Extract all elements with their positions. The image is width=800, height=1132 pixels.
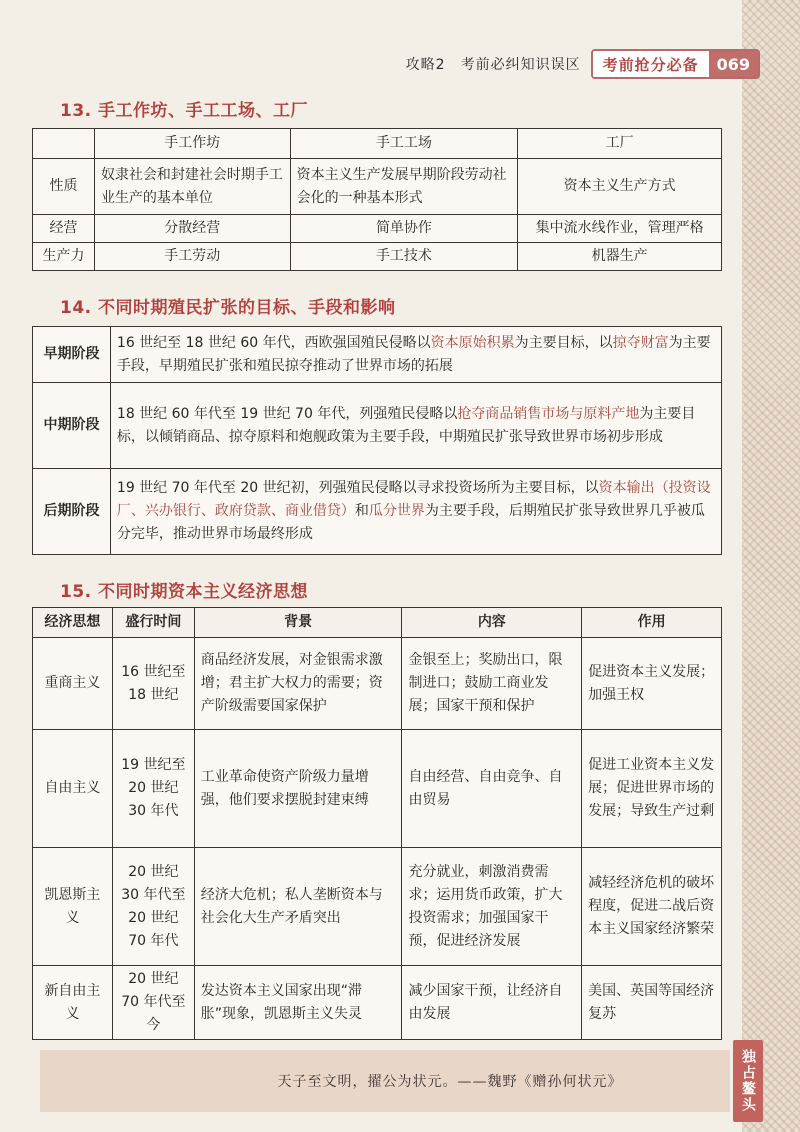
section-13-heading: 13. 手工作坊、手工工场、工厂	[60, 101, 309, 121]
table-row	[33, 215, 722, 243]
table-row	[33, 848, 722, 966]
section-15-heading: 15. 不同时期资本主义经济思想	[60, 582, 309, 602]
thought-background: 工业革命使资产阶级力量增强，他们要求摆脱封建束缚	[194, 730, 402, 848]
section-badge	[591, 49, 760, 79]
text-run: 为主要目标，以倾销商品、掠夺原料和炮舰政策为主要手段，中期殖民扩张导致世界市场初步形成	[116, 405, 696, 445]
table-economic-thought	[32, 607, 722, 1040]
thought-name: 新自由主义	[33, 966, 113, 1040]
header-cell: 内容	[402, 608, 582, 638]
row-label: 中期阶段	[33, 383, 111, 469]
thought-period: 20 世纪 70 年代至今	[112, 966, 194, 1040]
text-run: 16 世纪至 18 世纪 60 年代，西欧强国殖民侵略以	[116, 334, 431, 351]
row-label: 早期阶段	[33, 327, 111, 383]
thought-effect: 美国、英国等国经济复苏	[582, 966, 722, 1040]
table-row	[33, 327, 722, 383]
header-cell: 背景	[194, 608, 402, 638]
table-row	[33, 159, 722, 215]
text-run: 和	[354, 503, 369, 519]
side-tab: 独占鳌头	[733, 1040, 763, 1122]
thought-background: 发达资本主义国家出现“滞胀”现象，凯恩斯主义失灵	[194, 966, 402, 1040]
footer-quote: 天子至文明，擢公为状元。——魏野《赠孙何状元》	[277, 1074, 623, 1090]
stage-description	[110, 327, 721, 383]
thought-content: 自由经营、自由竞争、自由贸易	[402, 730, 582, 848]
row-label: 性质	[33, 159, 95, 215]
highlight-run: 掠夺财富	[612, 334, 669, 351]
stage-description	[110, 469, 721, 555]
table-row	[33, 383, 722, 469]
table-cell: 集中流水线作业，管理严格	[518, 215, 722, 243]
thought-effect: 促进资本主义发展；加强王权	[582, 638, 722, 730]
table-cell: 资本主义生产方式	[518, 159, 722, 215]
header-cell: 经济思想	[33, 608, 113, 638]
running-title: 攻略2 考前必纠知识误区	[405, 57, 581, 73]
table-workshops	[32, 128, 722, 271]
table-row	[33, 966, 722, 1040]
thought-effect: 促进工业资本主义发展；促进世界市场的发展；导致生产过剩	[582, 730, 722, 848]
table-cell: 奴隶社会和封建社会时期手工业生产的基本单位	[94, 159, 290, 215]
table-colonial-expansion	[32, 326, 722, 555]
header-cell: 作用	[582, 608, 722, 638]
table-row	[33, 469, 722, 555]
thought-background: 商品经济发展，对金银需求激增；君主扩大权力的需要；资产阶级需要国家保护	[194, 638, 402, 730]
row-label: 经营	[33, 215, 95, 243]
footer-quote-band	[40, 1050, 730, 1112]
thought-background: 经济大危机；私人垄断资本与社会化大生产矛盾突出	[194, 848, 402, 966]
thought-name: 自由主义	[33, 730, 113, 848]
table-row	[33, 243, 722, 271]
stage-description	[110, 383, 721, 469]
thought-content: 充分就业，刺激消费需求；运用货币政策，扩大投资需求；加强国家干预，促进经济发展	[402, 848, 582, 966]
text-run: 为主要手段，早期殖民扩张和殖民掠夺推动了世界市场的拓展	[116, 334, 711, 374]
highlight-run: 资本输出（投资设厂、兴办银行、政府贷款、商业借贷）	[116, 480, 711, 519]
header-cell: 手工作坊	[94, 129, 290, 159]
text-run: 19 世纪 70 年代至 20 世纪初，列强殖民侵略以寻求投资场所为主要目标，以	[116, 480, 599, 496]
table-cell: 分散经营	[94, 215, 290, 243]
highlight-run: 瓜分世界	[368, 503, 425, 519]
table-header-row	[33, 129, 722, 159]
thought-name: 凯恩斯主义	[33, 848, 113, 966]
thought-name: 重商主义	[33, 638, 113, 730]
header-cell: 手工工场	[290, 129, 518, 159]
thought-effect: 减轻经济危机的破坏程度，促进二战后资本主义国家经济繁荣	[582, 848, 722, 966]
table-cell: 资本主义生产发展早期阶段劳动社会化的一种基本形式	[290, 159, 518, 215]
table-cell: 机器生产	[518, 243, 722, 271]
highlight-run: 资本原始积累	[430, 334, 515, 351]
thought-period: 16 世纪至 18 世纪	[112, 638, 194, 730]
thought-content: 减少国家干预，让经济自由发展	[402, 966, 582, 1040]
page-number: 069	[709, 51, 758, 77]
row-label: 生产力	[33, 243, 95, 271]
thought-period: 20 世纪 30 年代至 20 世纪 70 年代	[112, 848, 194, 966]
table-cell: 手工技术	[290, 243, 518, 271]
table-cell: 简单协作	[290, 215, 518, 243]
text-run: 为主要目标，以	[514, 334, 613, 351]
thought-content: 金银至上；奖励出口，限制进口；鼓励工商业发展；国家干预和保护	[402, 638, 582, 730]
header-cell: 盛行时间	[112, 608, 194, 638]
page-edge-pattern	[742, 0, 800, 1132]
header-cell: 工厂	[518, 129, 722, 159]
section-14-heading: 14. 不同时期殖民扩张的目标、手段和影响	[60, 298, 396, 318]
table-cell: 手工劳动	[94, 243, 290, 271]
thought-period: 19 世纪至 20 世纪 30 年代	[112, 730, 194, 848]
header-cell	[33, 129, 95, 159]
row-label: 后期阶段	[33, 469, 111, 555]
text-run: 18 世纪 60 年代至 19 世纪 70 年代，列强殖民侵略以	[116, 405, 458, 422]
text-run: 为主要手段，后期殖民扩张导致世界几乎被瓜分完毕，推动世界市场最终形成	[116, 503, 705, 542]
highlight-run: 抢夺商品销售市场与原料产地	[457, 405, 640, 422]
badge-text: 考前抢分必备	[593, 51, 709, 77]
table-row	[33, 730, 722, 848]
page-header	[300, 48, 760, 80]
table-row	[33, 638, 722, 730]
table-header-row	[33, 608, 722, 638]
